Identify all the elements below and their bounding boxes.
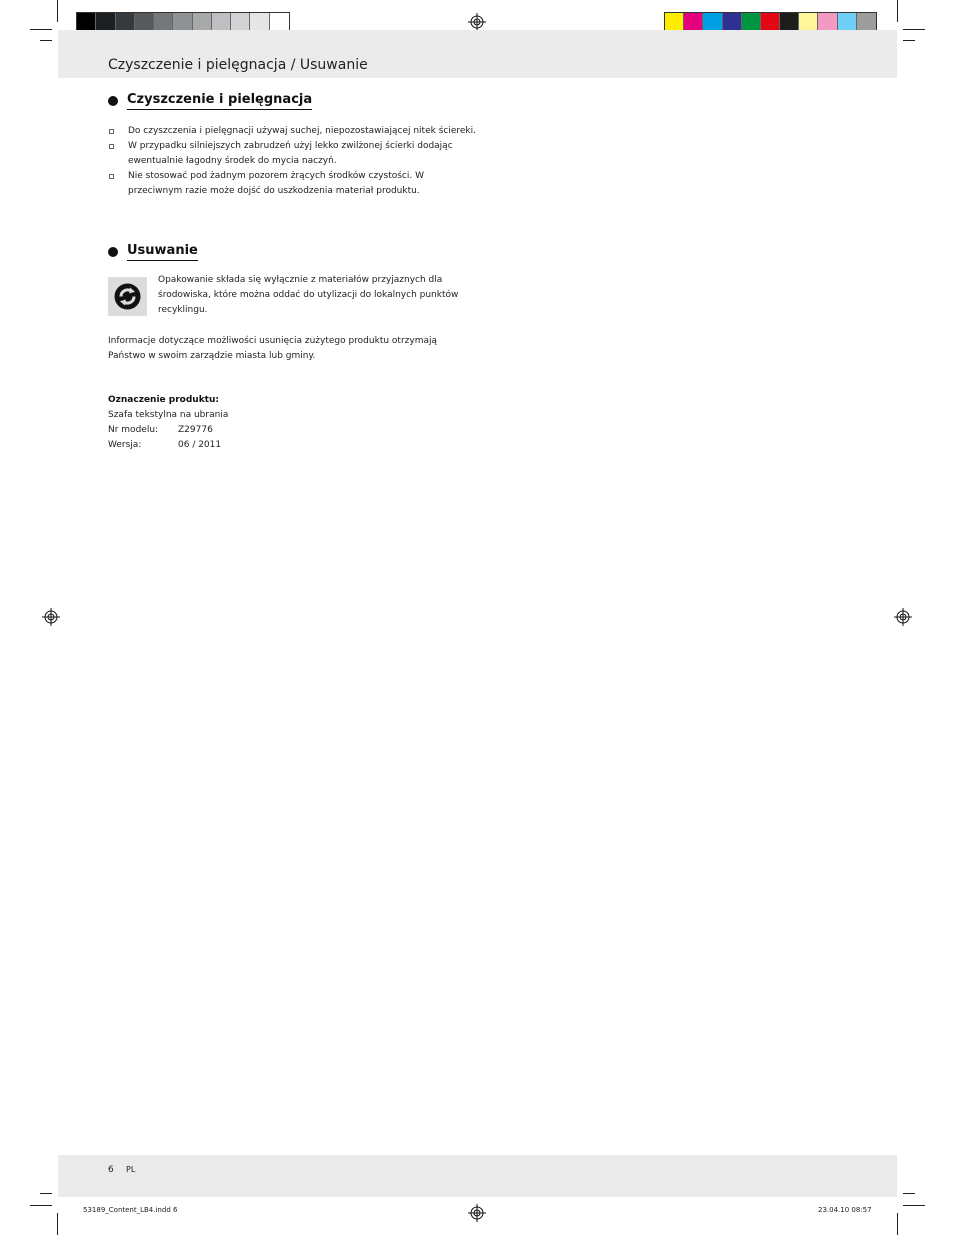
cleaning-heading [108,92,312,110]
crop-mark [903,29,925,30]
color-swatch [799,13,818,30]
crop-mark [57,1213,58,1235]
cleaning-heading-text: Czyszczenie i pielęgnacja [127,92,312,110]
list-item [108,169,478,199]
model-label: Nr modelu: [108,425,159,435]
crop-mark [57,0,58,22]
file-slug: 53189_Content_LB4.indd 6 [83,1206,178,1214]
checkbox-square-icon [109,174,114,179]
list-item [108,139,478,169]
registration-mark-icon [894,608,912,626]
color-swatch [838,13,857,30]
color-swatch [723,13,742,30]
bullet-dot-icon [108,96,118,106]
crop-mark [30,1205,52,1206]
gray-swatch [96,13,115,30]
checkbox-square-icon [109,144,114,149]
crop-mark [40,1193,52,1194]
color-swatch [780,13,799,30]
registration-mark-icon [42,608,60,626]
gray-swatch [116,13,135,30]
version-value: 06 / 2011 [178,440,222,450]
registration-mark-icon [468,13,486,31]
gray-swatch [77,13,96,30]
disposal-heading [108,243,198,261]
model-value: Z29776 [178,425,213,435]
list-item-text: Do czyszczenia i pielęgnacji używaj suchej, niepozostawiającej nitek ściereki. [128,126,476,136]
color-swatch [761,13,780,30]
gray-swatch [270,13,289,30]
page-language: PL [126,1165,136,1174]
crop-mark [897,0,898,22]
version-label: Wersja: [108,440,142,450]
color-swatch [703,13,722,30]
product-name: Szafa tekstylna na ubrania [108,410,229,420]
header-band [58,30,897,78]
gray-swatch [212,13,231,30]
crop-mark [903,1193,915,1194]
page-title: Czyszczenie i pielęgnacja / Usuwanie [108,57,368,73]
green-dot-recycle-icon [108,277,147,316]
process-color-bar [664,12,877,31]
packaging-text: Opakowanie składa się wyłącznie z materiałów przyjaznych dla środowiska, które można oddać do utylizacji do lokalnych punktów recyklingu. [158,275,459,315]
color-swatch [857,13,876,30]
list-item-text: Nie stosować pod żadnym pozorem żrących środków czystości. W przeciwnym razie może dojść do uszkodzenia materiał produktu. [128,171,424,196]
color-swatch [684,13,703,30]
gray-swatch [173,13,192,30]
disposal-heading-text: Usuwanie [127,243,198,261]
cleaning-list [108,124,478,199]
gray-swatch [154,13,173,30]
checkbox-square-icon [109,129,114,134]
color-swatch [665,13,684,30]
gray-swatch [193,13,212,30]
crop-mark [30,29,52,30]
gray-swatch [135,13,154,30]
crop-mark [903,1205,925,1206]
crop-mark [903,40,915,41]
gray-swatch [250,13,269,30]
bullet-dot-icon [108,247,118,257]
footer-band [58,1155,897,1197]
disposal-info-text: Informacje dotyczące możliwości usunięcia zużytego produktu otrzymają Państwo w swoim zarządzie miasta lub gminy. [108,336,437,361]
list-item-text: W przypadku silniejszych zabrudzeń użyj lekko zwilżonej ścierki dodając ewentualnie łagodny środek do mycia naczyń. [128,141,453,166]
crop-mark [40,40,52,41]
list-item [108,124,478,139]
color-swatch [742,13,761,30]
date-slug: 23.04.10 08:57 [818,1206,872,1214]
page-number: 6 [108,1165,114,1175]
registration-mark-icon [468,1204,486,1222]
grayscale-color-bar [76,12,290,31]
gray-swatch [231,13,250,30]
color-swatch [818,13,837,30]
product-label: Oznaczenie produktu: [108,395,219,405]
crop-mark [897,1213,898,1235]
